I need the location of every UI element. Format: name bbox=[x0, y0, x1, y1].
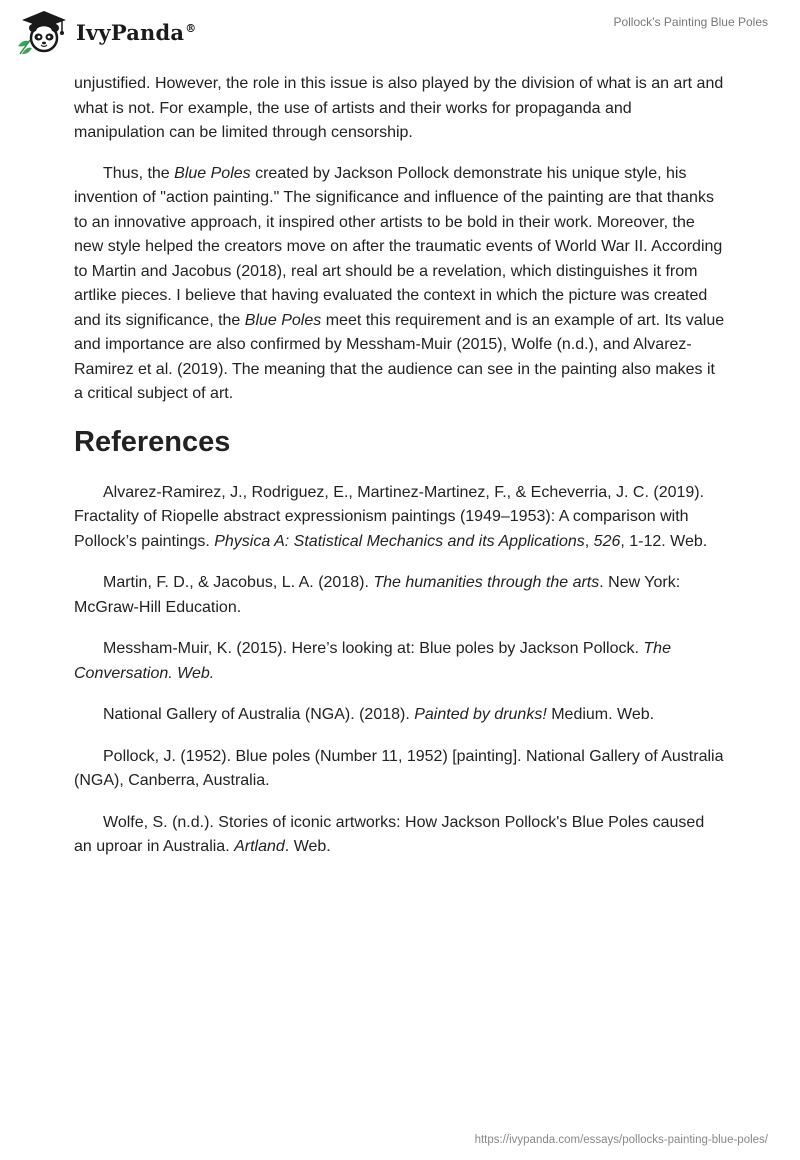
ref-text: Alvarez-Ramirez, J., Rodriguez, E., Martinez-Martinez, F., & Echeverria, J. C. (2019). Fractality of Riopelle abstract expressionism paintings (1949–1953): A comparison with Pollock’s paintings. bbox=[74, 483, 705, 550]
document-body bbox=[74, 72, 726, 877]
text-run: created by Jackson Pollock demonstrate his unique style, his invention of "action painting." The significance and influence of the painting are that thanks to an innovative approach, it inspired other artists to be bold in their work. Moreover, the new style helped the creators move on after the traumatic events of World War II. According to Martin and Jacobus (2018), real art should be a revelation, which distinguishes it from artlike pieces. I believe that having evaluated the context in which the picture was created and its significance, the bbox=[74, 164, 723, 329]
reference-entry bbox=[74, 811, 726, 860]
paragraph-conclusion bbox=[74, 162, 726, 407]
ref-text: Pollock, J. (1952). Blue poles (Number 11, 1952) [painting]. National Gallery of Australia (NGA), Canberra, Australia. bbox=[74, 747, 724, 789]
source-url-link[interactable]: https://ivypanda.com/essays/pollocks-painting-blue-poles/ bbox=[474, 1134, 768, 1146]
ref-text: , 1-12. Web. bbox=[620, 532, 708, 550]
ref-journal: Physica A: Statistical Mechanics and its Applications bbox=[214, 532, 585, 550]
page-header bbox=[0, 0, 800, 60]
ref-text: . Web. bbox=[284, 838, 331, 855]
ref-source: The Conversation. Web. bbox=[74, 640, 671, 682]
reference-entry bbox=[74, 571, 726, 620]
ref-text: Wolfe, S. (n.d.). Stories of iconic artworks: How Jackson Pollock's Blue Poles caused an uproar in Australia. bbox=[74, 813, 705, 855]
ref-book-title: The humanities through the arts bbox=[373, 574, 600, 591]
references-heading: References bbox=[74, 425, 231, 458]
ref-text: Medium. Web. bbox=[546, 706, 655, 723]
italic-title: Blue Poles bbox=[174, 164, 251, 182]
italic-title: Blue Poles bbox=[244, 311, 322, 329]
ref-text: Martin, F. D., & Jacobus, L. A. (2018). bbox=[103, 574, 374, 591]
reference-entry bbox=[74, 703, 726, 728]
panda-graduate-icon bbox=[14, 8, 70, 56]
ref-text: National Gallery of Australia (NGA). (2018). bbox=[103, 706, 415, 723]
text-run: meet this requirement and is an example of art. Its value and importance are also confirmed by Messham-Muir (2015), Wolfe (n.d.), and Alvarez-Ramirez et al. (2019). The meaning that the audience can see in the painting also makes it a critical subject of art. bbox=[74, 311, 725, 402]
paragraph-continued: unjustified. However, the role in this issue is also played by the division of what is an art and what is not. For example, the use of artists and their works for propaganda and manipulation can be limited through censorship. bbox=[74, 75, 724, 141]
ivypanda-logo[interactable] bbox=[14, 8, 196, 56]
ref-text: , bbox=[584, 532, 594, 550]
ref-volume: 526 bbox=[593, 532, 621, 550]
reference-entry bbox=[74, 481, 726, 555]
reference-entry bbox=[74, 637, 726, 686]
ref-text: . New York: McGraw-Hill Education. bbox=[74, 574, 681, 616]
brand-name: IvyPanda® bbox=[76, 19, 197, 45]
reference-entry bbox=[74, 745, 726, 794]
text-run: Thus, the bbox=[103, 164, 175, 182]
ref-article-title: Painted by drunks! bbox=[414, 706, 547, 723]
registered-mark: ® bbox=[185, 21, 197, 35]
ref-text: Messham-Muir, K. (2015). Here’s looking at: Blue poles by Jackson Pollock. bbox=[103, 640, 644, 657]
running-title: Pollock’s Painting Blue Poles bbox=[613, 15, 768, 29]
ref-source: Artland bbox=[234, 838, 285, 855]
